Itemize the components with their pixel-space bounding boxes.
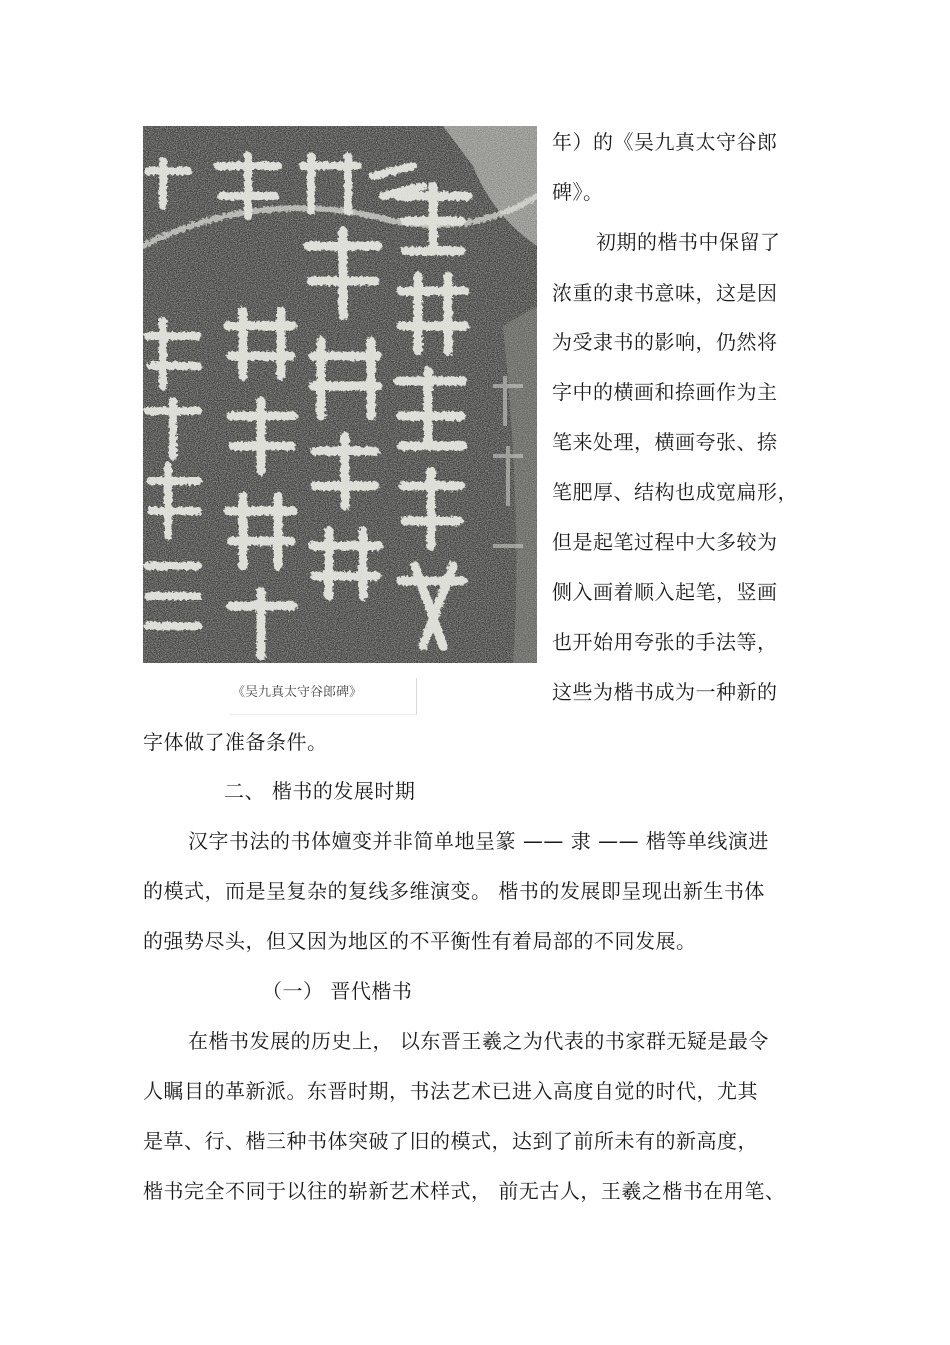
side-text-line: 笔来处理，横画夸张、捺 (552, 430, 778, 454)
subsection-heading: （一） 晋代楷书 (262, 979, 413, 1003)
side-text-line: 也开始用夸张的手法等， (552, 630, 778, 654)
body-continuation: 字体做了准备条件。 (143, 730, 328, 754)
side-text-line: 侧入画着顺入起笔，竖画 (552, 580, 778, 604)
side-text-line: 年）的《吴九真太守谷郎 (552, 130, 778, 154)
side-text-line: 浓重的隶书意味，这是因 (552, 281, 778, 305)
paragraph-line: 的强势尽头，但又因为地区的不平衡性有着局部的不同发展。 (143, 929, 697, 953)
paragraph-line: 汉字书法的书体嬗变并非简单地呈篆 —— 隶 —— 楷等单线演进 (188, 829, 769, 853)
side-text-line: 但是起笔过程中大多较为 (552, 530, 778, 554)
paragraph-line: 人瞩目的革新派。东晋时期，书法艺术已进入高度自觉的时代，尤其 (143, 1079, 758, 1103)
side-text-line: 初期的楷书中保留了 (596, 230, 781, 254)
side-text-line: 这些为楷书成为一种新的 (552, 680, 778, 704)
section-heading: 二、 楷书的发展时期 (224, 779, 416, 803)
side-text-line: 碑》。 (552, 180, 604, 204)
side-text-line: 字中的横画和捺画作为主 (552, 380, 778, 404)
paragraph-line: 是草、行、楷三种书体突破了旧的模式，达到了前所未有的新高度， (143, 1129, 758, 1153)
stele-rubbing-image (143, 126, 537, 663)
side-text-line: 笔肥厚、结构也成宽扁形， (552, 480, 798, 504)
paragraph-line: 在楷书发展的历史上， 以东晋王羲之为代表的书家群无疑是最令 (188, 1029, 769, 1053)
paragraph-line: 楷书完全不同于以往的崭新艺术样式， 前无古人，王羲之楷书在用笔、 (143, 1179, 786, 1203)
paragraph-line: 的模式，而是呈复杂的复线多维演变。 楷书的发展即呈现出新生书体 (143, 879, 765, 903)
figure-caption: 《吴九真太守谷郎碑》 (232, 685, 363, 700)
side-text-line: 为受隶书的影响，仍然将 (552, 330, 778, 354)
